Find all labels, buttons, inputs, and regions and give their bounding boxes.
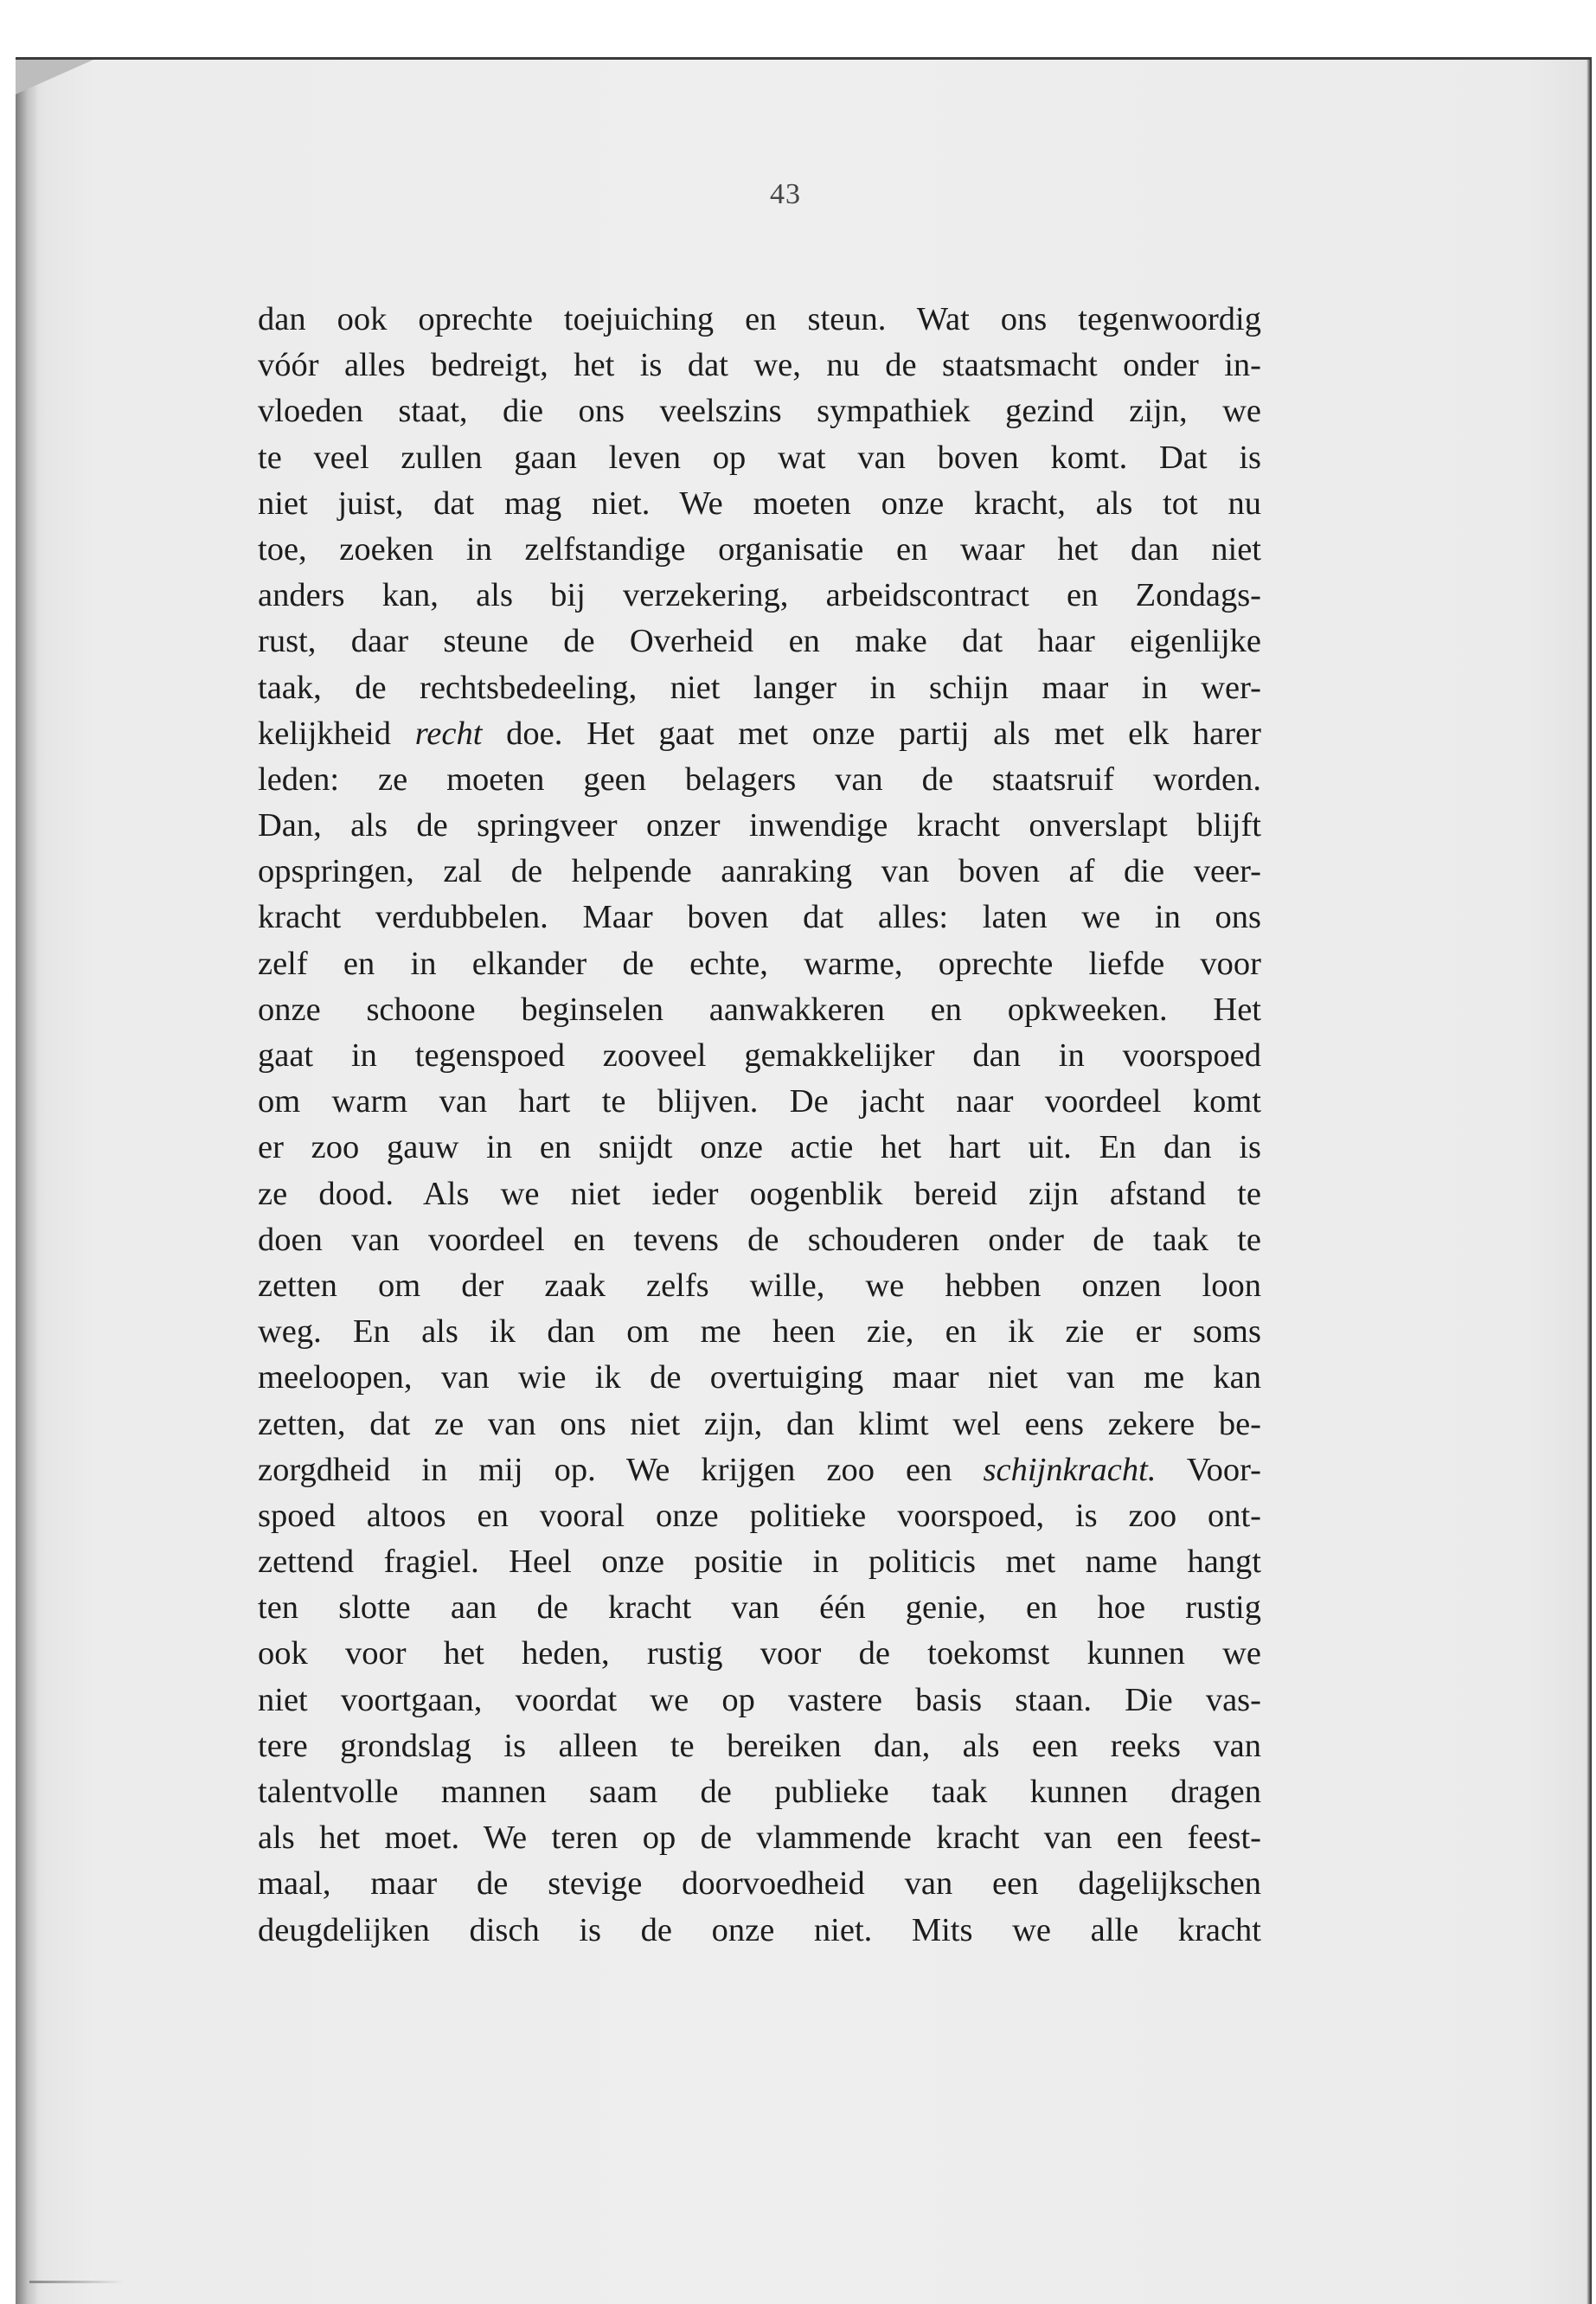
text-segment: rust, daar steune de Overheid en make dat haar eigenlijke [258,623,1261,660]
text-segment: zetten, dat ze van ons niet zijn, dan klimt wel eens zekere be- [258,1405,1261,1442]
text-segment: meeloopen, van wie ik de overtuiging maar niet van me kan [258,1359,1261,1396]
text-line [258,1723,1261,1769]
text-segment: onze schoone beginselen aanwakkeren en opkweeken. Het [258,991,1261,1028]
text-line [258,1769,1261,1815]
text-segment: ook voor het heden, rustig voor de toekomst kunnen we [258,1635,1261,1672]
text-segment: kracht verdubbelen. Maar boven dat alles: laten we in ons [258,899,1261,936]
text-line [258,987,1261,1033]
text-segment: zettend fragiel. Heel onze positie in politicis met name hangt [258,1543,1261,1581]
text-segment: ten slotte aan de kracht van één genie, en hoe rustig [258,1589,1261,1627]
text-segment: vloeden staat, die ons veelszins sympathiek gezind zijn, we [258,393,1261,430]
page-number: 43 [770,178,801,210]
text-line [258,343,1261,388]
text-line [258,481,1261,527]
text-segment: dan ook oprechte toejuiching en steun. Wat ons tegenwoordig [258,301,1261,337]
text-line [258,435,1261,481]
text-segment: Dan, als de springveer onzer inwendige kracht onverslapt blijft [258,807,1261,844]
text-segment: Voor- [1156,1451,1261,1488]
text-segment: opspringen, zal de helpende aanraking van boven af die veer- [258,853,1261,890]
torn-corner [16,60,93,94]
text-line [258,1447,1261,1493]
emphasized-text: schijnkracht. [983,1451,1157,1488]
text-segment: te veel zullen gaan leven op wat van boven komt. Dat is [258,439,1261,476]
text-segment: doen van voordeel en tevens de schouderen onder de taak te [258,1221,1261,1258]
text-segment: spoed altoos en vooral onze politieke voorspoed, is zoo ont- [258,1497,1261,1534]
text-line [258,1402,1261,1447]
text-line [258,941,1261,987]
scan-artifact-mark [29,2281,125,2283]
text-line [258,1861,1261,1907]
text-segment: taak, de rechtsbedeeling, niet langer in schijn maar in wer- [258,669,1261,706]
text-line [258,619,1261,664]
emphasized-text: recht [414,715,483,752]
text-line [258,1355,1261,1401]
text-line [258,803,1261,849]
text-segment: anders kan, als bij verzekering, arbeidscontract en Zondags- [258,577,1261,614]
text-line [258,1493,1261,1539]
text-line [258,711,1261,757]
text-line [258,1631,1261,1677]
text-line [258,527,1261,573]
text-segment: vóór alles bedreigt, het is dat we, nu de staatsmacht onder in- [258,347,1261,384]
text-segment: zetten om der zaak zelfs wille, we hebben onzen loon [258,1267,1261,1304]
text-segment: kelijkheid [258,715,415,752]
text-line [258,297,1261,343]
text-segment: als het moet. We teren op de vlammende kracht van een feest- [258,1819,1261,1857]
text-segment: gaat in tegenspoed zooveel gemakkelijker dan in voorspoed [258,1037,1261,1074]
text-line [258,1079,1261,1125]
text-segment: weg. En als ik dan om me heen zie, en ik zie er soms [258,1313,1261,1351]
page-edge [1586,60,1592,2304]
text-segment: leden: ze moeten geen belagers van de staatsruif worden. [258,761,1261,798]
text-line [258,1217,1261,1263]
text-line [258,1125,1261,1171]
text-line [258,388,1261,434]
text-line [258,573,1261,619]
text-segment: doe. Het gaat met onze partij als met elk harer [482,715,1262,752]
body-text [258,297,1261,1954]
text-line [258,1678,1261,1723]
text-line [258,1908,1261,1954]
text-segment: zelf en in elkander de echte, warme, oprechte liefde voor [258,945,1261,982]
text-segment: ze dood. Als we niet ieder oogenblik bereid zijn afstand te [258,1175,1261,1212]
text-line [258,849,1261,895]
text-line [258,895,1261,940]
text-segment: om warm van hart te blijven. De jacht naar voordeel komt [258,1083,1261,1120]
text-segment: zorgdheid in mij op. We krijgen zoo een [258,1451,984,1488]
text-line [258,1033,1261,1079]
text-line [258,1539,1261,1585]
text-segment: talentvolle mannen saam de publieke taak kunnen dragen [258,1774,1261,1810]
text-segment: niet juist, dat mag niet. We moeten onze kracht, als tot nu [258,485,1261,522]
text-line [258,1263,1261,1309]
text-segment: niet voortgaan, voordat we op vastere basis staan. Die vas- [258,1681,1261,1718]
text-line [258,1585,1261,1631]
text-segment: toe, zoeken in zelfstandige organisatie en waar het dan niet [258,530,1261,568]
text-line [258,757,1261,803]
text-segment: maal, maar de stevige doorvoedheid van een dagelijkschen [258,1865,1261,1903]
binding-shadow [16,60,38,2304]
text-line [258,665,1261,711]
text-segment: er zoo gauw in en snijdt onze actie het hart uit. En dan is [258,1129,1261,1166]
text-segment: deugdelijken disch is de onze niet. Mits we alle kracht [258,1911,1261,1948]
text-line [258,1309,1261,1355]
text-segment: tere grondslag is alleen te bereiken dan, als een reeks van [258,1727,1261,1764]
text-line [258,1171,1261,1217]
text-line [258,1815,1261,1861]
